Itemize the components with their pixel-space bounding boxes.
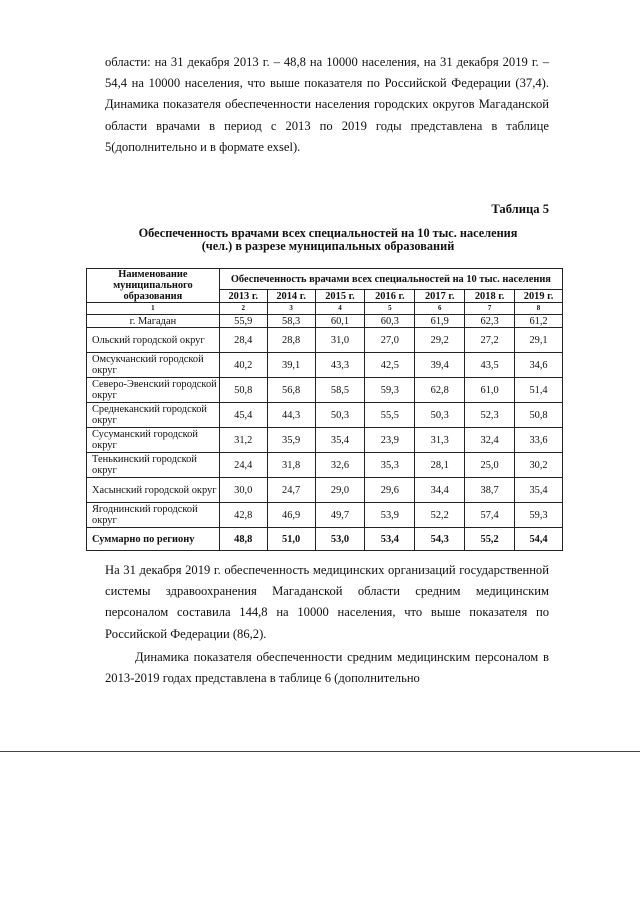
year-header: 2016 г. — [365, 290, 415, 303]
para2-line: медицинским персоналом составила 144,8 на 10000 населения, что выше — [105, 584, 549, 620]
value-cell: 50,8 — [219, 378, 267, 403]
value-cell: 52,2 — [415, 503, 465, 528]
value-cell: 55,2 — [465, 528, 515, 551]
value-cell: 27,2 — [465, 328, 515, 353]
table-title-line: Обеспеченность врачами всех специальностей на 10 тыс. населения — [138, 226, 518, 240]
value-cell: 29,2 — [415, 328, 465, 353]
para2-line: государственной системы здравоохранения Магаданской области средним — [105, 563, 549, 599]
value-cell: 61,2 — [515, 315, 563, 328]
municipality-name: г. Магадан — [87, 315, 220, 328]
value-cell: 50,8 — [515, 403, 563, 428]
intro-line: по Российской Федерации (37,4). Динамика показателя обеспеченности — [105, 76, 549, 112]
value-cell: 51,0 — [267, 528, 315, 551]
col-number: 3 — [267, 303, 315, 315]
table-row — [87, 403, 563, 428]
value-cell: 29,6 — [365, 478, 415, 503]
col-number: 2 — [219, 303, 267, 315]
municipality-name: Суммарно по региону — [87, 528, 220, 551]
value-cell: 40,2 — [219, 353, 267, 378]
municipality-name: Среднеканский городской округ — [87, 403, 220, 428]
municipality-name: Ягоднинский городской округ — [87, 503, 220, 528]
group-header: Обеспеченность врачами всех специальностей на 10 тыс. населения — [219, 269, 562, 290]
para2-line: На 31 декабря 2019 г. обеспеченность медицинских организаций — [105, 563, 456, 577]
value-cell: 61,9 — [415, 315, 465, 328]
value-cell: 53,4 — [365, 528, 415, 551]
value-cell: 46,9 — [267, 503, 315, 528]
value-cell: 53,0 — [315, 528, 365, 551]
value-cell: 28,1 — [415, 453, 465, 478]
value-cell: 30,2 — [515, 453, 563, 478]
value-cell: 43,5 — [465, 353, 515, 378]
municipality-name: Сусуманский городской округ — [87, 428, 220, 453]
value-cell: 51,4 — [515, 378, 563, 403]
table-title-line: (чел.) в разрезе муниципальных образований — [201, 239, 455, 253]
value-cell: 49,7 — [315, 503, 365, 528]
value-cell: 32,4 — [465, 428, 515, 453]
value-cell: 59,3 — [365, 378, 415, 403]
total-row — [87, 528, 563, 551]
municipality-name: Тенькинский городской округ — [87, 453, 220, 478]
col1-header: Наименование муниципального образования — [87, 269, 220, 303]
col-number: 7 — [465, 303, 515, 315]
value-cell: 27,0 — [365, 328, 415, 353]
value-cell: 43,3 — [315, 353, 365, 378]
value-cell: 56,8 — [267, 378, 315, 403]
paragraph-3 — [105, 647, 549, 689]
value-cell: 30,0 — [219, 478, 267, 503]
intro-line: области: на 31 декабря 2013 г. – 48,8 на 10000 населения, — [105, 55, 420, 69]
col-number: 6 — [415, 303, 465, 315]
value-cell: 45,4 — [219, 403, 267, 428]
value-cell: 55,5 — [365, 403, 415, 428]
value-cell: 31,0 — [315, 328, 365, 353]
value-cell: 39,1 — [267, 353, 315, 378]
value-cell: 58,5 — [315, 378, 365, 403]
municipality-name: Хасынский городской округ — [87, 478, 220, 503]
value-cell: 31,8 — [267, 453, 315, 478]
value-cell: 53,9 — [365, 503, 415, 528]
table-row — [87, 453, 563, 478]
col-number: 5 — [365, 303, 415, 315]
value-cell: 29,1 — [515, 328, 563, 353]
value-cell: 59,3 — [515, 503, 563, 528]
para3-line: Динамика показателя обеспеченности средним медицинским — [135, 650, 471, 664]
value-cell: 32,6 — [315, 453, 365, 478]
value-cell: 50,3 — [415, 403, 465, 428]
year-header: 2014 г. — [267, 290, 315, 303]
value-cell: 61,0 — [465, 378, 515, 403]
table-row — [87, 378, 563, 403]
value-cell: 34,6 — [515, 353, 563, 378]
value-cell: 39,4 — [415, 353, 465, 378]
table-row — [87, 428, 563, 453]
municipality-name: Северо-Эвенский городской округ — [87, 378, 220, 403]
value-cell: 54,4 — [515, 528, 563, 551]
value-cell: 44,3 — [267, 403, 315, 428]
value-cell: 31,2 — [219, 428, 267, 453]
value-cell: 42,5 — [365, 353, 415, 378]
value-cell: 54,3 — [415, 528, 465, 551]
table-label: Таблица 5 — [491, 202, 549, 216]
value-cell: 57,4 — [465, 503, 515, 528]
value-cell: 60,3 — [365, 315, 415, 328]
paragraph-2 — [105, 560, 549, 645]
value-cell: 28,8 — [267, 328, 315, 353]
intro-line: на 31 декабря 2019 г. – 54,4 на 10000 населения, что выше показателя — [105, 55, 550, 91]
value-cell: 28,4 — [219, 328, 267, 353]
year-header: 2017 г. — [415, 290, 465, 303]
municipality-name: Ольский городской округ — [87, 328, 220, 353]
table-row — [87, 503, 563, 528]
table-row — [87, 353, 563, 378]
value-cell: 48,8 — [219, 528, 267, 551]
value-cell: 58,3 — [267, 315, 315, 328]
col-number: 4 — [315, 303, 365, 315]
para2-line: показателя по Российской Федерации (86,2). — [105, 605, 550, 641]
table-row — [87, 328, 563, 353]
year-header: 2015 г. — [315, 290, 365, 303]
intro-line: exsel). — [267, 139, 301, 154]
year-header: 2018 г. — [465, 290, 515, 303]
value-cell: 38,7 — [465, 478, 515, 503]
municipality-name: Омсукчанский городской округ — [87, 353, 220, 378]
value-cell: 50,3 — [315, 403, 365, 428]
value-cell: 62,8 — [415, 378, 465, 403]
value-cell: 33,6 — [515, 428, 563, 453]
intro-line: с 2013 по 2019 годы представлена в таблице 5(дополнительно и в формате — [105, 118, 549, 154]
doctors-table — [86, 268, 563, 551]
value-cell: 31,3 — [415, 428, 465, 453]
table-row — [87, 478, 563, 503]
value-cell: 42,8 — [219, 503, 267, 528]
col-number: 8 — [515, 303, 563, 315]
value-cell: 35,9 — [267, 428, 315, 453]
value-cell: 35,4 — [515, 478, 563, 503]
year-header: 2013 г. — [219, 290, 267, 303]
value-cell: 35,4 — [315, 428, 365, 453]
value-cell: 25,0 — [465, 453, 515, 478]
footer-rule — [0, 751, 640, 752]
value-cell: 60,1 — [315, 315, 365, 328]
value-cell: 24,4 — [219, 453, 267, 478]
para3-line: персоналом в 2013-2019 годах представлена в таблице 6 (дополнительно — [105, 650, 549, 686]
value-cell: 23,9 — [365, 428, 415, 453]
value-cell: 35,3 — [365, 453, 415, 478]
year-header: 2019 г. — [515, 290, 563, 303]
value-cell: 55,9 — [219, 315, 267, 328]
intro-paragraph — [105, 52, 549, 158]
value-cell: 24,7 — [267, 478, 315, 503]
intro-line: населения городских округов Магаданской области врачами в период — [105, 97, 549, 133]
value-cell: 29,0 — [315, 478, 365, 503]
table-title — [100, 227, 556, 253]
value-cell: 34,4 — [415, 478, 465, 503]
col-number: 1 — [87, 303, 220, 315]
value-cell: 62,3 — [465, 315, 515, 328]
value-cell: 52,3 — [465, 403, 515, 428]
table-row — [87, 315, 563, 328]
